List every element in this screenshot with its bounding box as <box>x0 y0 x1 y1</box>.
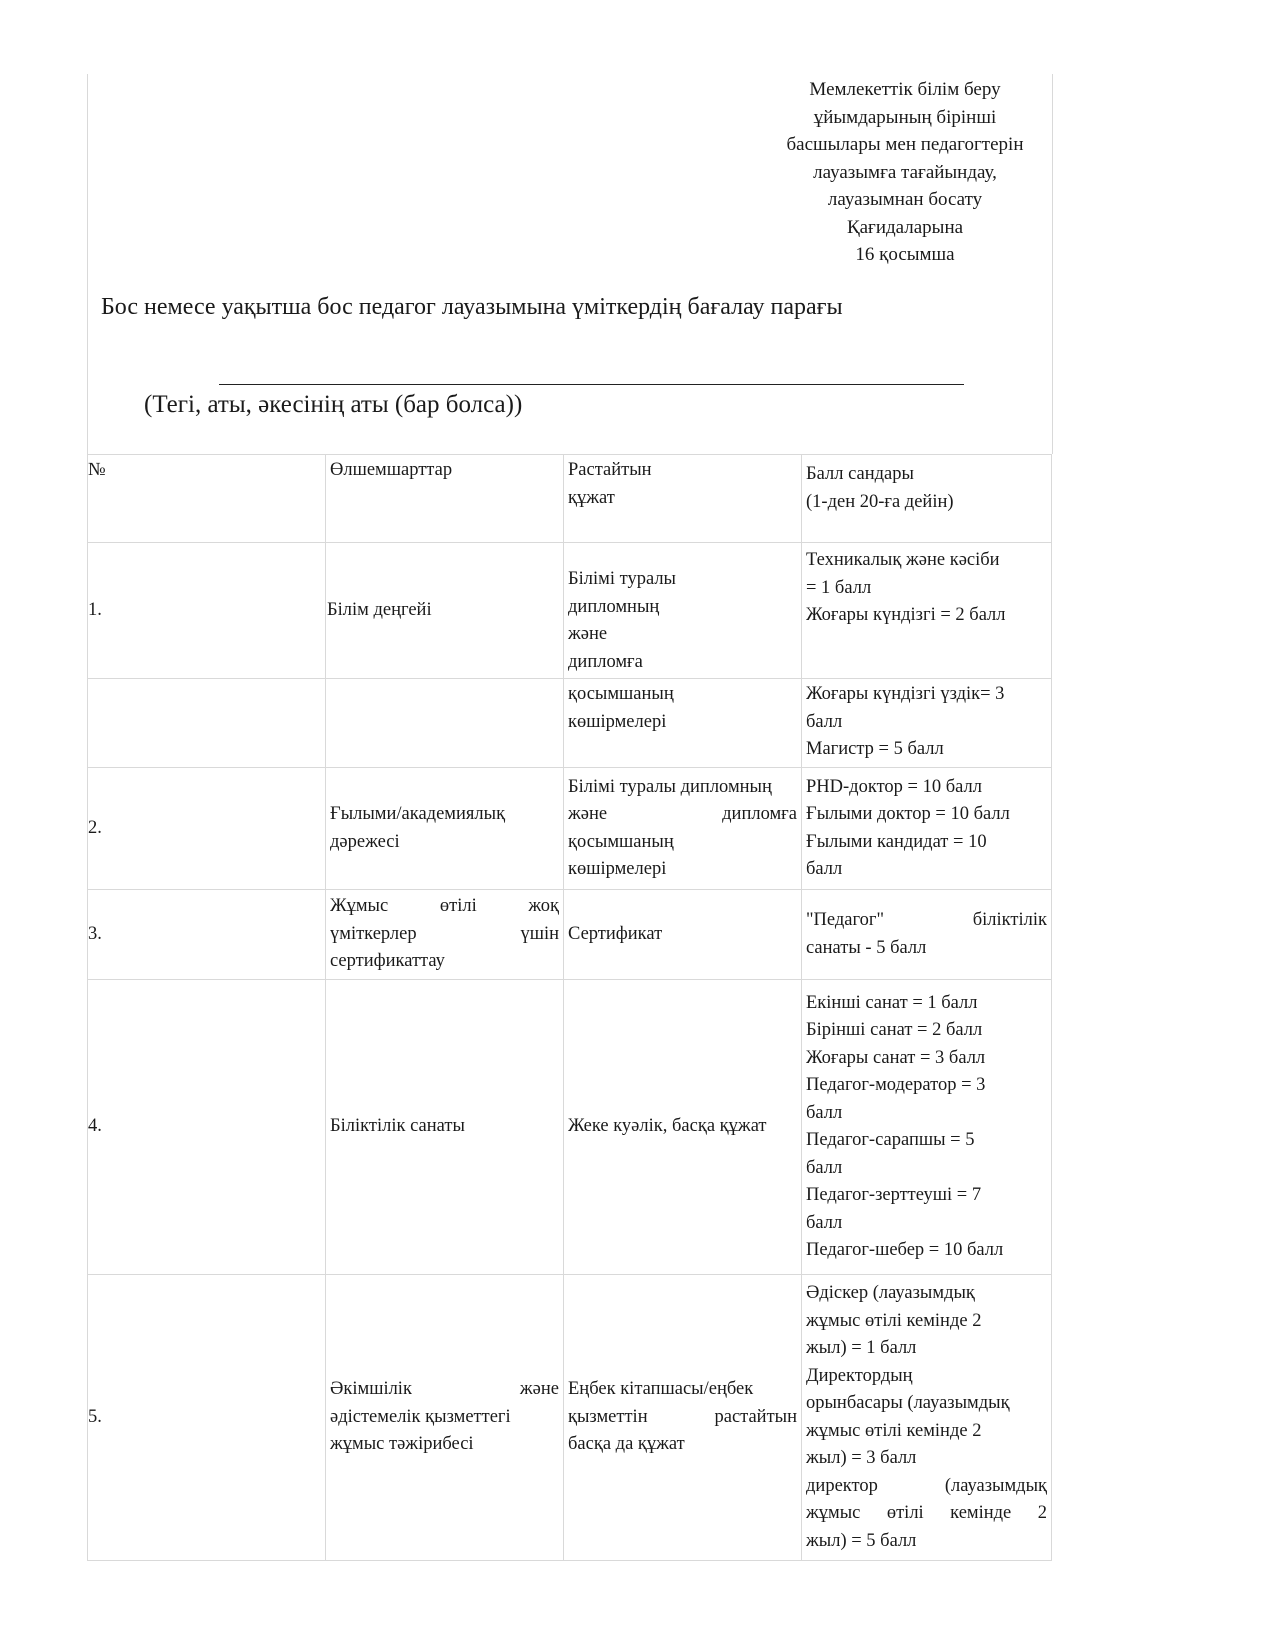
row-number: 2. <box>88 768 326 890</box>
table-row <box>88 679 1052 768</box>
row-document: Жеке куәлік, басқа құжат <box>564 980 802 1275</box>
header-score: Балл сандары (1-ден 20-ға дейін) <box>802 455 1052 543</box>
row-criteria: Ғылыми/академиялық дәрежесі <box>326 768 564 890</box>
appendix-line: лауазымнан босату <box>827 189 983 210</box>
appendix-line: ұйымдарының бірінші <box>813 106 997 128</box>
header-document: Растайтын құжат <box>564 455 802 543</box>
row-document: қосымшаның көшірмелері <box>564 679 802 768</box>
row-criteria: Әкімшілік және әдістемелік қызметтегі жұмыс тәжірибесі <box>326 1275 564 1561</box>
row-number: 1. <box>88 543 326 679</box>
row-document: Сертификат <box>564 890 802 980</box>
header-number: № <box>88 455 326 543</box>
appendix-line: Қағидаларына <box>846 216 964 238</box>
row-score: Екінші санат = 1 балл Бірінші санат = 2 балл Жоғары санат = 3 балл Педагог-модератор = 3 балл Педагог-сарапшы = 5 балл Педагог-зерттеуші = 7 балл Педагог-шебер = 10 балл <box>802 980 1052 1275</box>
row-number: 4. <box>88 980 326 1275</box>
header-criteria: Өлшемшарттар <box>326 455 564 543</box>
appendix-note <box>755 76 1055 269</box>
appendix-line: лауазымға тағайындау, <box>813 161 997 183</box>
row-document: Еңбек кітапшасы/еңбек қызметтін растайтын басқа да құжат <box>564 1275 802 1561</box>
appendix-line: басшылары мен педагогтерін <box>786 134 1024 155</box>
table-row <box>88 768 1052 890</box>
row-score: Жоғары күндізгі үздік= 3 балл Магистр = 5 балл <box>802 679 1052 768</box>
table-row <box>88 980 1052 1275</box>
row-criteria: Біліктілік санаты <box>326 980 564 1275</box>
row-document: Білімі туралы дипломның және дипломға <box>564 543 802 679</box>
row-score: "Педагог" біліктілік санаты - 5 балл <box>802 890 1052 980</box>
name-input-line <box>219 384 964 385</box>
table-row <box>88 890 1052 980</box>
row-number <box>88 679 326 768</box>
appendix-line: Мемлекеттік білім беру <box>809 79 1001 100</box>
table-row <box>88 543 1052 679</box>
name-field-caption: (Тегі, аты, әкесінің аты (бар болса)) <box>144 391 523 418</box>
row-number: 3. <box>88 890 326 980</box>
row-criteria: Білім деңгейі <box>326 543 564 679</box>
table-row <box>88 1275 1052 1561</box>
appendix-line: 16 қосымша <box>855 244 955 265</box>
row-score: PHD-доктор = 10 балл Ғылыми доктор = 10 балл Ғылыми кандидат = 10 балл <box>802 768 1052 890</box>
row-score: Техникалық және кәсіби = 1 балл Жоғары күндізгі = 2 балл <box>802 543 1052 679</box>
evaluation-table <box>87 454 1052 1561</box>
row-criteria <box>326 679 564 768</box>
row-document: Білімі туралы дипломның және дипломға қосымшаның көшірмелері <box>564 768 802 890</box>
row-criteria: Жұмыс өтілі жоқ үміткерлер үшін сертификаттау <box>326 890 564 980</box>
table-header-row <box>88 455 1052 543</box>
row-number: 5. <box>88 1275 326 1561</box>
document-title: Бос немесе уақытша бос педагог лауазымына үміткердің бағалау парағы <box>101 294 843 320</box>
row-score: Әдіскер (лауазымдық жұмыс өтілі кемінде 2 жыл) = 1 балл Директордың орынбасары (лауазымдық жұмыс өтілі кемінде 2 жыл) = 3 балл директор (лауазымдық жұмыс өтілі кемінде 2 жыл) = 5 балл <box>802 1275 1052 1561</box>
